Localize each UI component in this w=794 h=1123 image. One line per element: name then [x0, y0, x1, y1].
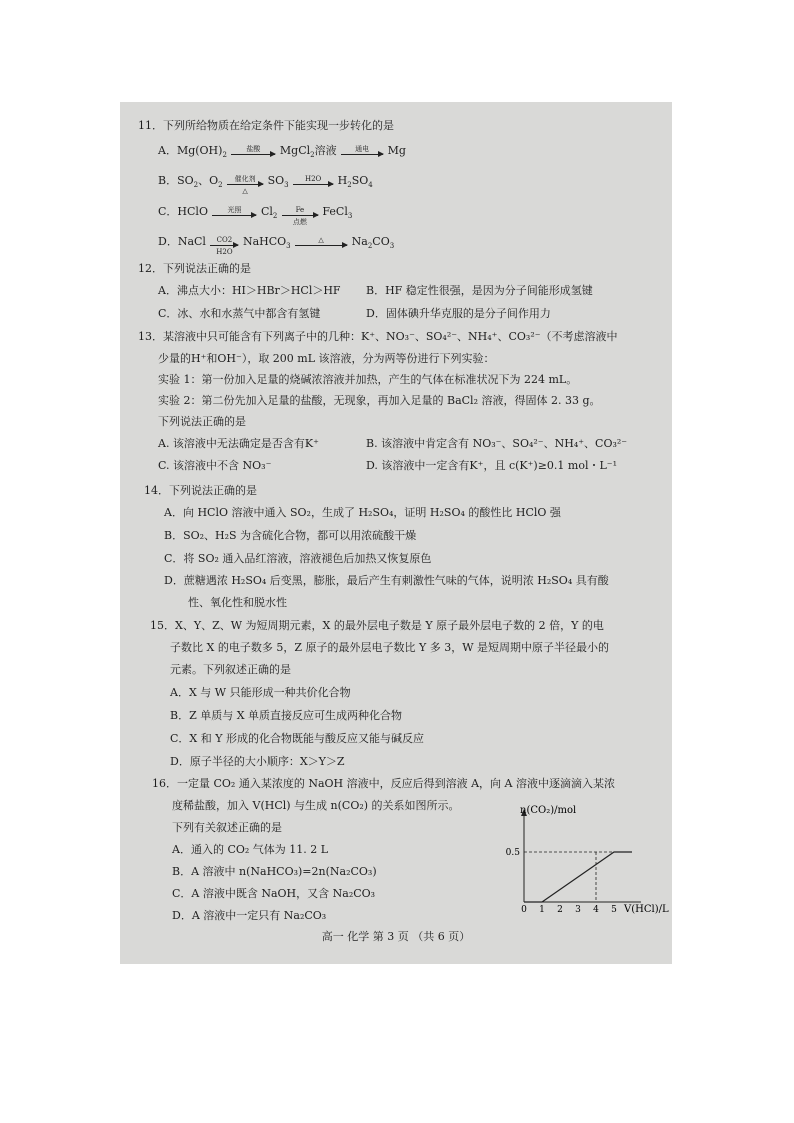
- co2-hcl-chart: [490, 804, 670, 922]
- page-footer: 高一 化学 第 3 页 （共 6 页）: [321, 930, 471, 943]
- q13-line-5: 下列说法正确的是: [158, 415, 246, 428]
- reaction-arrow: $\frac{CO2}{H2O}$: [210, 239, 238, 246]
- q16-line-3: 下列有关叙述正确的是: [172, 821, 282, 834]
- reaction-arrow: 盐酸: [231, 148, 275, 155]
- q13-line-4: 实验 2：第二份先加入足量的盐酸，无现象，再加入足量的 BaCl₂ 溶液，得固体 2. 33 g。: [158, 394, 601, 407]
- chart-axes: [506, 805, 669, 915]
- q16-option-c: C．A 溶液中既含 NaOH，又含 Na₂CO₃: [172, 887, 376, 900]
- q13-line-2: 少量的H⁺和OH⁻），取 200 mL 该溶液，分为两等份进行下列实验：: [158, 352, 495, 365]
- q12-option-a: A．沸点大小：HI＞HBr＞HCl＞HF: [158, 284, 341, 297]
- q13-line-1: 13．某溶液中只可能含有下列离子中的几种：K⁺、NO₃⁻、SO₄²⁻、NH₄⁺、CO₃²⁻（不考虑溶液中: [138, 330, 618, 343]
- q14-option-c: C．将 SO₂ 通入品红溶液，溶液褪色后加热又恢复原色: [164, 552, 432, 565]
- q11-option-b: B．$SO_2$、$O_2$ 催化剂 △ $SO_3$ H2O $H_2SO_4$: [158, 174, 373, 195]
- q15-line-1: 15．X、Y、Z、W 为短周期元素，X 的最外层电子数是 Y 原子最外层电子数的 2 倍，Y 的电: [150, 619, 604, 632]
- q12-option-b: B．HF 稳定性很强，是因为分子间能形成氢键: [366, 284, 593, 297]
- reaction-arrow: H2O: [293, 178, 333, 185]
- reaction-arrow: 通电: [341, 148, 383, 155]
- x-tick-label: 2: [557, 905, 563, 915]
- series-line: [524, 852, 632, 902]
- q13-option-d: D. 该溶液中一定含有K⁺，且 c(K⁺)≥0.1 mol・L⁻¹: [366, 459, 618, 472]
- q12-option-d: D．固体碘升华克服的是分子间作用力: [366, 307, 551, 320]
- q11-option-a: A．$Mg(OH)_2$ 盐酸 MgCl$_2$溶液 通电 Mg: [158, 144, 406, 160]
- q12-option-c: C．冰、水和水蒸气中都含有氢键: [158, 307, 321, 320]
- reaction-arrow: 光照: [212, 209, 256, 216]
- q13-line-3: 实验 1：第一份加入足量的烧碱浓溶液并加热，产生的气体在标准状况下为 224 mL。: [158, 373, 578, 386]
- q14-option-d-line-1: D．蔗糖遇浓 H₂SO₄ 后变黑，膨胀，最后产生有刺激性气味的气体，说明浓 H₂SO₄ 具有酸: [164, 574, 609, 587]
- reaction-arrow: Fe 点燃: [282, 209, 318, 216]
- q14-option-b: B．SO₂、H₂S 为含硫化合物，都可以用浓硫酸干燥: [164, 529, 417, 542]
- reaction-arrow: △: [295, 239, 347, 246]
- q15-option-c: C．X 和 Y 形成的化合物既能与酸反应又能与碱反应: [170, 732, 424, 745]
- x-tick-label: 1: [539, 905, 545, 915]
- q13-option-b: B. 该溶液中肯定含有 NO₃⁻、SO₄²⁻、NH₄⁺、CO₃²⁻: [366, 437, 628, 450]
- q14-option-d-line-2: 性、氧化性和脱水性: [188, 596, 287, 609]
- q16-line-2: 度稀盐酸，加入 V(HCl) 与生成 n(CO₂) 的关系如图所示。: [172, 799, 460, 812]
- y-axis-label: n(CO₂)/mol: [520, 805, 577, 816]
- q16-line-1: 16．一定量 CO₂ 通入某浓度的 NaOH 溶液中，反应后得到溶液 A，向 A 溶液中逐滴滴入某浓: [152, 777, 615, 790]
- y-tick-label: 0.5: [505, 848, 520, 858]
- q11-stem: 11．下列所给物质在给定条件下能实现一步转化的是: [138, 119, 394, 132]
- q16-option-a: A．通入的 CO₂ 气体为 11. 2 L: [172, 843, 329, 856]
- x-tick-label: 0: [521, 905, 527, 915]
- q16-option-d: D．A 溶液中一定只有 Na₂CO₃: [172, 909, 327, 922]
- q11-option-c: C．HClO 光照 $Cl_2$ Fe 点燃 FeCl$_3$: [158, 205, 353, 226]
- reaction-arrow: 催化剂 △: [227, 178, 263, 185]
- q14-option-a: A．向 HClO 溶液中通入 SO₂，生成了 H₂SO₄，证明 H₂SO₄ 的酸性比 HClO 强: [164, 506, 561, 519]
- exam-page: [120, 102, 672, 964]
- q12-stem: 12．下列说法正确的是: [138, 262, 251, 275]
- q14-stem: 14．下列说法正确的是: [144, 484, 257, 497]
- q15-option-b: B．Z 单质与 X 单质直接反应可生成两种化合物: [170, 709, 403, 722]
- q15-line-3: 元素。下列叙述正确的是: [170, 663, 291, 676]
- x-axis-label: V(HCl)/L: [624, 904, 669, 915]
- x-tick-label: 5: [611, 905, 617, 915]
- q16-option-b: B．A 溶液中 n(NaHCO₃)=2n(Na₂CO₃): [172, 865, 377, 878]
- q11-option-d: D．NaCl $\frac{CO2}{H2O}$ NaHCO$_3$ △ $Na_2CO_3$: [158, 235, 395, 256]
- chart-marks: [524, 852, 632, 902]
- q13-option-a: A. 该溶液中无法确定是否含有K⁺: [158, 437, 319, 450]
- x-tick-label: 4: [593, 905, 599, 915]
- q15-option-d: D．原子半径的大小顺序：X＞Y＞Z: [170, 755, 345, 768]
- q13-option-c: C. 该溶液中不含 NO₃⁻: [158, 459, 272, 472]
- q15-option-a: A．X 与 W 只能形成一种共价化合物: [170, 686, 351, 699]
- x-tick-label: 3: [575, 905, 581, 915]
- q15-line-2: 子数比 X 的电子数多 5，Z 原子的最外层电子数比 Y 多 3，W 是短周期中原子半径最小的: [170, 641, 610, 654]
